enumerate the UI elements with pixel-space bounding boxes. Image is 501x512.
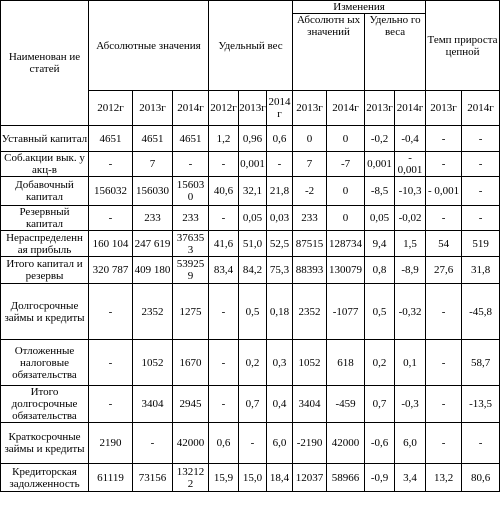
table-cell: -1077 (327, 284, 365, 340)
table-cell: 73156 (133, 464, 173, 492)
header-share: Удельный вес (209, 1, 293, 91)
table-cell: - (462, 206, 500, 231)
table-cell: - (89, 386, 133, 423)
table-cell: - (89, 206, 133, 231)
row-label: Нераспределенн ая прибыль (1, 231, 89, 257)
table-cell: 6,0 (267, 423, 293, 464)
table-cell: - (426, 152, 462, 177)
table-cell: 409 180 (133, 257, 173, 284)
table-row (1, 423, 500, 464)
row-label: Кредиторская задолженность (1, 464, 89, 492)
table-cell: 0,1 (395, 340, 426, 386)
table-cell: 160 104 (89, 231, 133, 257)
table-cell: 0 (327, 206, 365, 231)
table-cell: - (462, 126, 500, 152)
table-row (1, 206, 500, 231)
table-cell: 0,05 (239, 206, 267, 231)
row-label: Соб.акции вык. у акц-в (1, 152, 89, 177)
table-cell: 0 (293, 126, 327, 152)
table-cell: - (426, 386, 462, 423)
table-cell: 1,2 (209, 126, 239, 152)
table-cell: 2190 (89, 423, 133, 464)
table-cell: 87515 (293, 231, 327, 257)
table-cell: 84,2 (239, 257, 267, 284)
table-cell: 2352 (133, 284, 173, 340)
table-cell: 7 (293, 152, 327, 177)
table-cell: 0 (327, 126, 365, 152)
table-cell: - (133, 423, 173, 464)
table-cell: -0,9 (365, 464, 395, 492)
table-cell: 0,001 (365, 152, 395, 177)
table-row (1, 340, 500, 386)
header-row-label: Наименован ие статей (1, 1, 89, 126)
table-cell: -0,3 (395, 386, 426, 423)
header-year: 2014г (173, 91, 209, 126)
table-cell: - (426, 126, 462, 152)
table-cell: 0,6 (209, 423, 239, 464)
table-cell: - 0,001 (426, 177, 462, 206)
table-row (1, 152, 500, 177)
table-row (1, 464, 500, 492)
table-cell: 519 (462, 231, 500, 257)
table-cell: 3,4 (395, 464, 426, 492)
table-cell: - (89, 340, 133, 386)
table-cell: 4651 (173, 126, 209, 152)
table-cell: 0,4 (267, 386, 293, 423)
table-cell: 1052 (133, 340, 173, 386)
table-cell: 15,9 (209, 464, 239, 492)
table-cell: 1,5 (395, 231, 426, 257)
header-year: 2013г (293, 91, 327, 126)
table-cell: 0,3 (267, 340, 293, 386)
table-cell: 27,6 (426, 257, 462, 284)
table-cell: 58966 (327, 464, 365, 492)
table-cell: 233 (173, 206, 209, 231)
table-row (1, 386, 500, 423)
table-cell: 31,8 (462, 257, 500, 284)
header-share-change: Удельно го веса (365, 14, 426, 91)
row-label: Итого капитал и резервы (1, 257, 89, 284)
table-cell: 233 (133, 206, 173, 231)
table-cell: - (173, 152, 209, 177)
table-cell: 53925 9 (173, 257, 209, 284)
table-cell: - (267, 152, 293, 177)
header-year: 2013г (365, 91, 395, 126)
table-cell: 0,2 (365, 340, 395, 386)
table-cell: 75,3 (267, 257, 293, 284)
table-cell: 2945 (173, 386, 209, 423)
table-cell: - (209, 284, 239, 340)
table-cell: 128734 (327, 231, 365, 257)
table-cell: 52,5 (267, 231, 293, 257)
table-cell: 0,18 (267, 284, 293, 340)
table-cell: - (426, 206, 462, 231)
table-cell: 15,0 (239, 464, 267, 492)
table-cell: 83,4 (209, 257, 239, 284)
table-cell: 18,4 (267, 464, 293, 492)
row-label: Краткосрочные займы и кредиты (1, 423, 89, 464)
table-cell: 130079 (327, 257, 365, 284)
table-cell: 61119 (89, 464, 133, 492)
table-cell: 1670 (173, 340, 209, 386)
table-cell: 88393 (293, 257, 327, 284)
row-label: Отложенные налоговые обязательства (1, 340, 89, 386)
table-cell: 0,2 (239, 340, 267, 386)
table-cell: 58,7 (462, 340, 500, 386)
table-cell: 41,6 (209, 231, 239, 257)
table-cell: -7 (327, 152, 365, 177)
row-label: Уставный капитал (1, 126, 89, 152)
table-cell: 618 (327, 340, 365, 386)
table-cell: 2352 (293, 284, 327, 340)
table-row (1, 257, 500, 284)
table-cell: 32,1 (239, 177, 267, 206)
table-cell: 4651 (89, 126, 133, 152)
table-cell: - (426, 340, 462, 386)
table-cell: 3404 (293, 386, 327, 423)
header-year: 2013г (133, 91, 173, 126)
row-label: Итого долгосрочные обязательства (1, 386, 89, 423)
table-cell: - (462, 423, 500, 464)
table-cell: - (209, 386, 239, 423)
table-cell: 156032 (89, 177, 133, 206)
table-cell: 233 (293, 206, 327, 231)
table-cell: 320 787 (89, 257, 133, 284)
table-cell: -0,6 (365, 423, 395, 464)
table-cell: -10,3 (395, 177, 426, 206)
table-cell: 0,5 (365, 284, 395, 340)
header-year: 2013г (239, 91, 267, 126)
table-cell: - (462, 177, 500, 206)
table-cell: - (209, 206, 239, 231)
table-cell: 1052 (293, 340, 327, 386)
table-cell: - (426, 284, 462, 340)
table-cell: 42000 (327, 423, 365, 464)
table-cell: - (462, 152, 500, 177)
table-cell: 7 (133, 152, 173, 177)
header-abs-values: Абсолютн ых значений (293, 14, 365, 91)
table-cell: 0 (327, 177, 365, 206)
table-cell: -0,4 (395, 126, 426, 152)
table-cell: 13212 2 (173, 464, 209, 492)
table-cell: -459 (327, 386, 365, 423)
header-year: 2014г (395, 91, 426, 126)
table-cell: 13,2 (426, 464, 462, 492)
table-cell: -8,5 (365, 177, 395, 206)
table-cell: 37635 3 (173, 231, 209, 257)
table-cell: -0,02 (395, 206, 426, 231)
row-label: Добавочный капитал (1, 177, 89, 206)
table-cell: - (209, 340, 239, 386)
header-growth: Темп прироста цепной (426, 1, 500, 91)
table-cell: 0,5 (239, 284, 267, 340)
table-cell: - (89, 284, 133, 340)
table-cell: -2190 (293, 423, 327, 464)
table-cell: -45,8 (462, 284, 500, 340)
table-cell: 0,001 (239, 152, 267, 177)
table-cell: -0,32 (395, 284, 426, 340)
table-cell: 247 619 (133, 231, 173, 257)
table-cell: 4651 (133, 126, 173, 152)
table-cell: - 0,001 (395, 152, 426, 177)
table-cell: 54 (426, 231, 462, 257)
table-cell: 0,8 (365, 257, 395, 284)
table-cell: 15603 0 (173, 177, 209, 206)
table-cell: 0,96 (239, 126, 267, 152)
table-cell: -8,9 (395, 257, 426, 284)
table-cell: 0,7 (239, 386, 267, 423)
header-year: 2012г (209, 91, 239, 126)
table-cell: 0,7 (365, 386, 395, 423)
row-label: Долгосрочные займы и кредиты (1, 284, 89, 340)
table-cell: 6,0 (395, 423, 426, 464)
table-cell: 9,4 (365, 231, 395, 257)
table-cell: 80,6 (462, 464, 500, 492)
table-row (1, 126, 500, 152)
table-cell: - (209, 152, 239, 177)
table-cell: 0,6 (267, 126, 293, 152)
table-cell: -0,2 (365, 126, 395, 152)
table-cell: 40,6 (209, 177, 239, 206)
table-cell: 51,0 (239, 231, 267, 257)
table-cell: - (239, 423, 267, 464)
header-year: 2014г (327, 91, 365, 126)
table-row (1, 177, 500, 206)
table-cell: 0,05 (365, 206, 395, 231)
table-cell: - (89, 152, 133, 177)
header-changes: Изменения (293, 1, 426, 14)
header-year: 2012г (89, 91, 133, 126)
table-cell: 12037 (293, 464, 327, 492)
header-year: 2014г (462, 91, 500, 126)
table-cell: 0,03 (267, 206, 293, 231)
row-label: Резервный капитал (1, 206, 89, 231)
table-cell: 21,8 (267, 177, 293, 206)
header-absolute: Абсолютные значения (89, 1, 209, 91)
table-cell: -13,5 (462, 386, 500, 423)
table-cell: 42000 (173, 423, 209, 464)
table-cell: -2 (293, 177, 327, 206)
header-year: 2014 г (267, 91, 293, 126)
table-row (1, 284, 500, 340)
table-cell: 1275 (173, 284, 209, 340)
table-cell: 156030 (133, 177, 173, 206)
header-year: 2013г (426, 91, 462, 126)
table-row (1, 231, 500, 257)
table-cell: - (426, 423, 462, 464)
table-cell: 3404 (133, 386, 173, 423)
